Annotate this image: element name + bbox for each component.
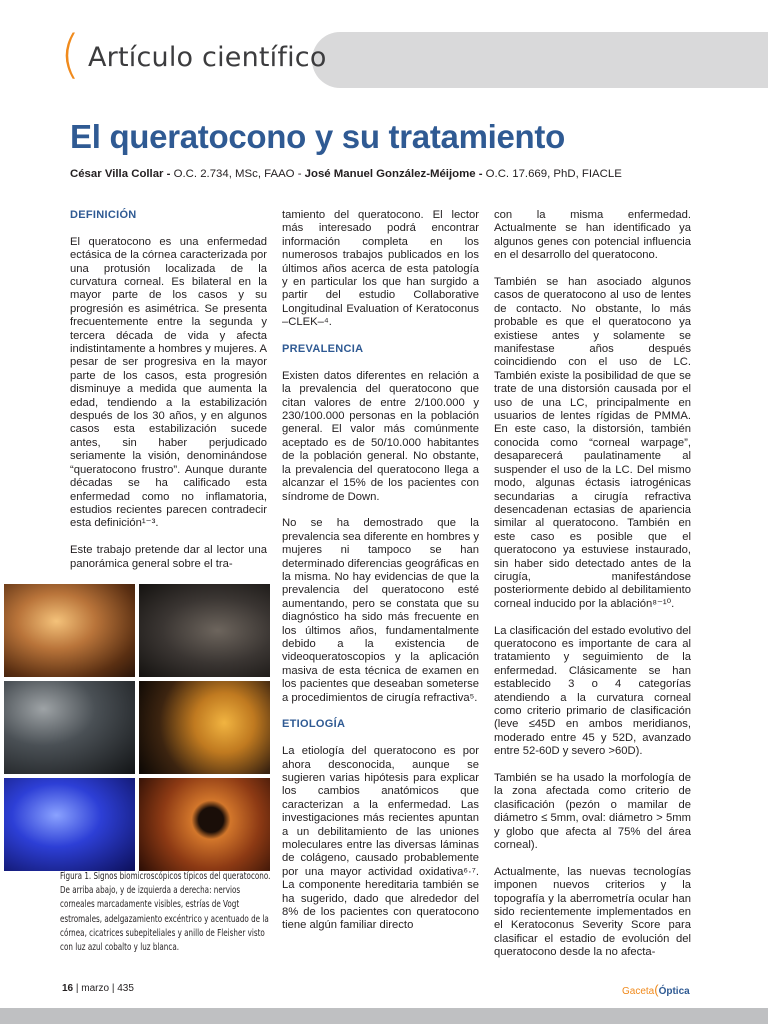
author-1-name: César Villa Collar -	[70, 168, 171, 180]
article-title: El queratocono y su tratamiento	[70, 118, 565, 155]
brand-paren: (	[654, 982, 659, 997]
photo-corneal-thinning	[4, 681, 135, 774]
figure-1-photo-grid	[4, 584, 270, 870]
body-paragraph: No se ha demostrado que la prevalencia sea diferente en hombres y mujeres ni tampoco se han determinado diferencias geográficas en la misma. No hay evidencias de que la prevalencia del queratocono esté aumentando, pero se constata que su diagnóstico ha sido más frecuente en los últimos años, fundamentalmente debido a la existencia de videoqueratoscopios y la aplicación masiva de esta técnica de examen en los pacientes que deseaban someterse a procedimientos de cirugía refractiva⁵.	[282, 517, 479, 704]
photo-vogt-striae	[139, 584, 270, 677]
page-footer: 16 | marzo | 435	[62, 983, 134, 994]
body-paragraph: La etiología del queratocono es por ahora desconocida, aunque se sugieren varias hipótesis para explicar los cambios anatómicos que caracterizan a la enfermedad. Las investigaciones más recientes apuntan a un debilitamiento de las uniones moleculares entre las diversas láminas de colágeno, causado probablemente por una mayor actividad oxidativa⁶·⁷. La componente hereditaria también se ha sugerido, dado que alrededor del 8% de los pacientes con queratocono tiene algún familiar directo	[282, 745, 479, 932]
body-paragraph: Actualmente, las nuevas tecnologías imponen nuevos criterios y la topografía y la aberrometría ocular han sido recientemente implementados en el Keratoconus Severity Score para clasificar el estadio de evolución del queratocono desde la no afecta-	[494, 865, 691, 959]
body-paragraph: También se ha usado la morfología de la zona afectada como criterio de clasificación (pezón o mamilar de diámetro ≤ 5mm, oval: diámetro > 5mm y globo que afecta al 75% del área corneal).	[494, 772, 691, 852]
text-column-2	[282, 209, 479, 946]
photo-fleischer-ring-white	[139, 778, 270, 871]
section-label: Artículo científico	[88, 42, 327, 73]
text-column-1	[70, 209, 267, 584]
text-column-3	[494, 209, 691, 973]
section-heading: DEFINICIÓN	[70, 209, 137, 221]
photo-subepithelial-scars	[139, 681, 270, 774]
photo-corneal-nerves	[4, 584, 135, 677]
section-paren: (	[60, 25, 81, 85]
issue-number: 435	[117, 983, 134, 994]
author-1-credentials: O.C. 2.734, MSc, FAAO -	[170, 168, 305, 180]
body-paragraph: Existen datos diferentes en relación a la prevalencia del queratocono que citan valores de entre 2/100.000 y 230/100.000 personas en la población general. El valor más comúnmente aceptado es de 50/10.000 habitantes de la población general. No obstante, la prevalencia del queratocono llega a alcanzar el 15% de los pacientes con síndrome de Down.	[282, 369, 479, 503]
publication-logo	[622, 982, 690, 997]
figure-caption: Figura 1. Signos biomicroscópicos típicos del queratocono. De arriba abajo, y de izquierda a derecha: nervios corneales marcadamente visibles, estrías de Vogt estromales, adelgazamiento excéntrico y acentuado de la córnea, cicatrices subepiteliales y anillo de Fleisher visto con luz azul cobalto y luz blanca.	[60, 871, 271, 954]
bottom-bar	[0, 1008, 768, 1024]
byline	[70, 168, 710, 180]
brand-gaceta: Gaceta	[622, 986, 655, 997]
body-paragraph: tamiento del queratocono. El lector más interesado podrá encontrar información completa en los numerosos trabajos publicados en los últimos años acerca de esta patología y en particular los que han surgido a partir del estudio Collaborative Longitudinal Evaluation of Keratoconus –CLEK–⁴.	[282, 209, 479, 329]
photo-fleischer-ring-cobalt	[4, 778, 135, 871]
header-band	[312, 32, 768, 88]
body-paragraph: Este trabajo pretende dar al lector una panorámica general sobre el tra-	[70, 544, 267, 570]
body-paragraph: También se han asociado algunos casos de queratocono al uso de lentes de contacto. No obstante, lo más probable es que el queratocono ya existiese antes y solamente se manifestase años después coincidiendo con el uso de LC. También existe la posibilidad de que se trate de una distorsión causada por el uso de una LC, principalmente en usuarios de lentes rígidas de PMMA. En este caso, la distorsión, también conocida como “corneal warpage”, desaparecerá paulatinamente al suspender el uso de la LC. Del mismo modo, algunas éctasis iatrogénicas secundarias a cirugía refractiva desencadenan ectasias de apariencia similar al queratocono. También en este caso es posible que el queratocono ya estuviese instaurado, sin haber sido detectado antes de la cirugía, manifestándose posteriormente debido al debilitamiento corneal inducido por la ablación⁸⁻¹⁰.	[494, 276, 691, 610]
body-paragraph: con la misma enfermedad. Actualmente se han identificado ya algunos genes con potencial influencia en el desarrollo del queratocono.	[494, 209, 691, 262]
author-2-name: José Manuel González-Méijome -	[304, 168, 483, 180]
section-heading: ETIOLOGÍA	[282, 718, 346, 731]
section-heading: PREVALENCIA	[282, 343, 364, 356]
body-paragraph: La clasificación del estado evolutivo del queratocono es importante de cara al tratamiento y seguimiento de la enfermedad. Clásicamente se han establecido 3 o 4 categorías atendiendo a la curvatura corneal como criterio primario de clasificación (leve ≤45D en ambos meridianos, moderado entre 45 y 52D, avanzado entre 52-60D y severo >60D).	[494, 624, 691, 758]
issue-month: marzo	[81, 983, 110, 994]
body-paragraph: El queratocono es una enfermedad ectásica de la córnea caracterizada por una protusión localizada de la curvatura corneal. Es bilateral en la mayor parte de los casos y su progresión es asimétrica. Se presenta frecuentemente entre la segunda y tercera década de vida y afecta indistintamente a hombres y mujeres. A pesar de ser progresiva en la mayor parte de los casos, esta progresión disminuye a medida que aumenta la edad, tendiendo a la estabilización después de los 30 años, y en algunos casos esta estabilización sucede antes, sin haber perjudicado seriamente la visión, denominándose “queratocono frustro”. Aunque durante décadas se ha calificado esta enfermedad como no inflamatoria, estudios recientes parecen contradecir esta definición¹⁻³.	[70, 235, 267, 530]
page-number: 16	[62, 983, 74, 994]
brand-optica: Óptica	[658, 986, 690, 997]
author-2-credentials: O.C. 17.669, PhD, FIACLE	[482, 168, 622, 180]
